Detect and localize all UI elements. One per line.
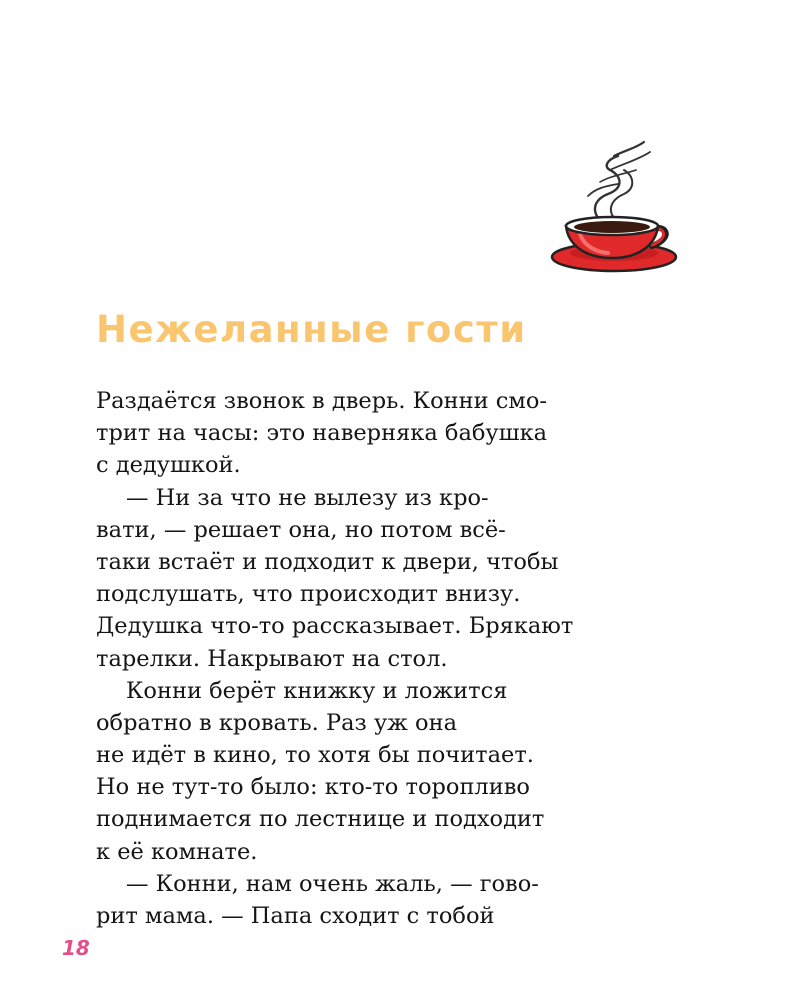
text-line: поднимается по лестнице и подходит [96,806,545,833]
text-line: таки встаёт и подходит к двери, чтобы [96,548,559,575]
text-line: — Ни за что не вылезу из кро- [126,484,489,511]
text-line: обратно в кровать. Раз уж она [96,709,457,736]
text-line: Раздаётся звонок в дверь. Конни смо- [96,388,548,414]
page-number: 18 [62,936,90,960]
text-line: вати, — решает она, но потом всё- [96,516,506,543]
coffee-cup-icon [540,130,690,280]
text-line: с дедушкой. [96,452,241,479]
text-line: не идёт в кино, то хотя бы почитает. [96,742,534,769]
chapter-title: Нежеланные гости [96,308,527,351]
text-line: Конни берёт книжку и ложится [126,677,508,704]
text-line: к её комнате. [96,838,258,865]
text-line: Дедушка что-то рассказывает. Брякают [96,613,574,640]
text-line: рит мама. — Папа сходит с тобой [96,903,495,929]
text-line: Но не тут-то было: кто-то торопливо [96,774,530,801]
text-line: трит на часы: это наверняка бабушка [96,420,548,447]
text-line: — Конни, нам очень жаль, — гово- [126,870,539,897]
body-text [96,385,696,932]
text-line: подслушать, что происходит внизу. [96,581,521,608]
text-line: тарелки. Накрывают на стол. [96,645,448,672]
